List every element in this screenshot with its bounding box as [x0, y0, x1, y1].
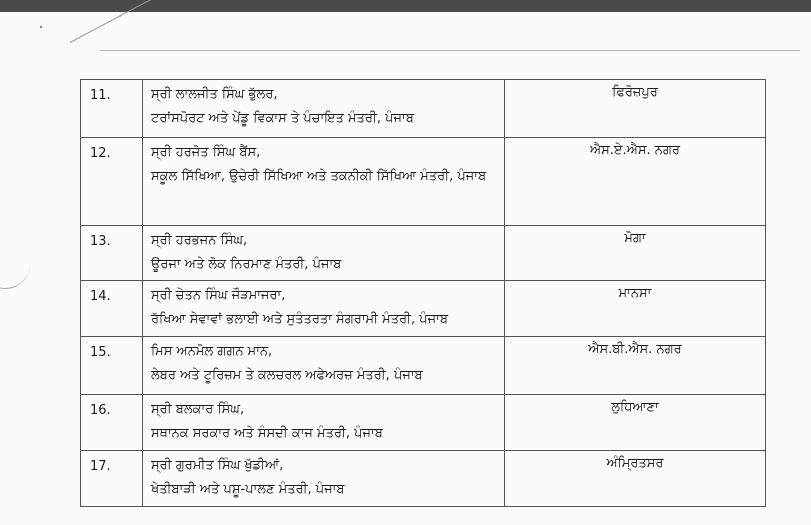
minister-name: ਮਿਸ ਅਨਮੋਲ ਗਗਨ ਮਾਨ, [151, 344, 273, 359]
minister-cell [143, 80, 505, 138]
minister-portfolio: ਸਥਾਨਕ ਸਰਕਾਰ ਅਤੇ ਸੰਸਦੀ ਕਾਜ ਮੰਤਰੀ, ਪੰਜਾਬ [151, 425, 383, 441]
minister-portfolio: ਸਕੂਲ ਸਿੱਖਿਆ, ਉਚੇਰੀ ਸਿੱਖਿਆ ਅਤੇ ਤਕਨੀਕੀ ਸਿੱਖਿਆ ਮੰਤਰੀ, ਪੰਜਾਬ [151, 168, 487, 184]
minister-cell [143, 451, 505, 507]
minister-portfolio: ਟਰਾਂਸਪੋਰਟ ਅਤੇ ਪੇਂਡੂ ਵਿਕਾਸ ਤੇ ਪੰਚਾਇਤ ਮੰਤਰੀ, ਪੰਜਾਬ [151, 110, 414, 126]
district-cell: ਮਾਨਸਾ [505, 281, 766, 337]
minister-name: ਸ੍ਰੀ ਚੇਤਨ ਸਿੰਘ ਜੌੜਮਾਜਰਾ, [151, 288, 286, 303]
table-row [81, 80, 766, 138]
viewer-top-bar [0, 0, 811, 12]
speck [40, 26, 42, 28]
minister-portfolio: ਊਰਜਾ ਅਤੇ ਲੋਕ ਨਿਰਮਾਣ ਮੰਤਰੀ, ਪੰਜਾਬ [151, 256, 342, 272]
district-cell: ਮੋਗਾ [505, 226, 766, 281]
row-number: 16. [81, 395, 143, 451]
minister-cell [143, 138, 505, 226]
district-cell: ਐਸ.ਬੀ.ਐਸ. ਨਗਰ [505, 337, 766, 395]
minister-name: ਸ੍ਰੀ ਲਾਲਜੀਤ ਸਿੰਘ ਭੁੱਲਰ, [151, 87, 278, 102]
table-row [81, 451, 766, 507]
district-cell: ਫਿਰੋਜ਼ਪੁਰ [505, 80, 766, 138]
row-number: 15. [81, 337, 143, 395]
district-cell: ਐਸ.ਏ.ਐਸ. ਨਗਰ [505, 138, 766, 226]
minister-name: ਸ੍ਰੀ ਬਲਕਾਰ ਸਿੰਘ, [151, 402, 245, 417]
table-row [81, 337, 766, 395]
paper-curl [0, 262, 30, 289]
table-row [81, 226, 766, 281]
row-number: 17. [81, 451, 143, 507]
table-row [81, 281, 766, 337]
ministers-table [80, 79, 766, 507]
minister-portfolio: ਲੇਬਰ ਅਤੇ ਟੂਰਿਜ਼ਮ ਤੇ ਕਲਚਰਲ ਅਫੇਅਰਜ਼ ਮੰਤਰੀ, ਪੰਜਾਬ [151, 367, 423, 383]
row-number: 13. [81, 226, 143, 281]
table-row [81, 138, 766, 226]
minister-portfolio: ਖੇਤੀਬਾੜੀ ਅਤੇ ਪਸ਼ੂ-ਪਾਲਣ ਮੰਤਰੀ, ਪੰਜਾਬ [151, 481, 345, 497]
row-number: 14. [81, 281, 143, 337]
table-row [81, 395, 766, 451]
row-number: 12. [81, 138, 143, 226]
minister-cell [143, 337, 505, 395]
minister-portfolio: ਰੱਖਿਆ ਸੇਵਾਵਾਂ ਭਲਾਈ ਅਤੇ ਸੁਤੰਤਰਤਾ ਸੰਗਰਾਮੀ ਮੰਤਰੀ, ਪੰਜਾਬ [151, 311, 448, 327]
minister-cell [143, 395, 505, 451]
minister-cell [143, 281, 505, 337]
minister-name: ਸ੍ਰੀ ਗੁਰਮੀਤ ਸਿੰਘ ਖੁੱਡੀਆਂ, [151, 458, 284, 473]
minister-cell [143, 226, 505, 281]
paper-edge-line [100, 50, 800, 51]
minister-name: ਸ੍ਰੀ ਹਰਜੋਤ ਸਿੰਘ ਬੈਂਸ, [151, 145, 261, 160]
district-cell: ਲੁਧਿਆਣਾ [505, 395, 766, 451]
district-cell: ਅੰਮ੍ਰਿਤਸਰ [505, 451, 766, 507]
minister-name: ਸ੍ਰੀ ਹਰਭਜਨ ਸਿੰਘ, [151, 233, 248, 248]
row-number: 11. [81, 80, 143, 138]
